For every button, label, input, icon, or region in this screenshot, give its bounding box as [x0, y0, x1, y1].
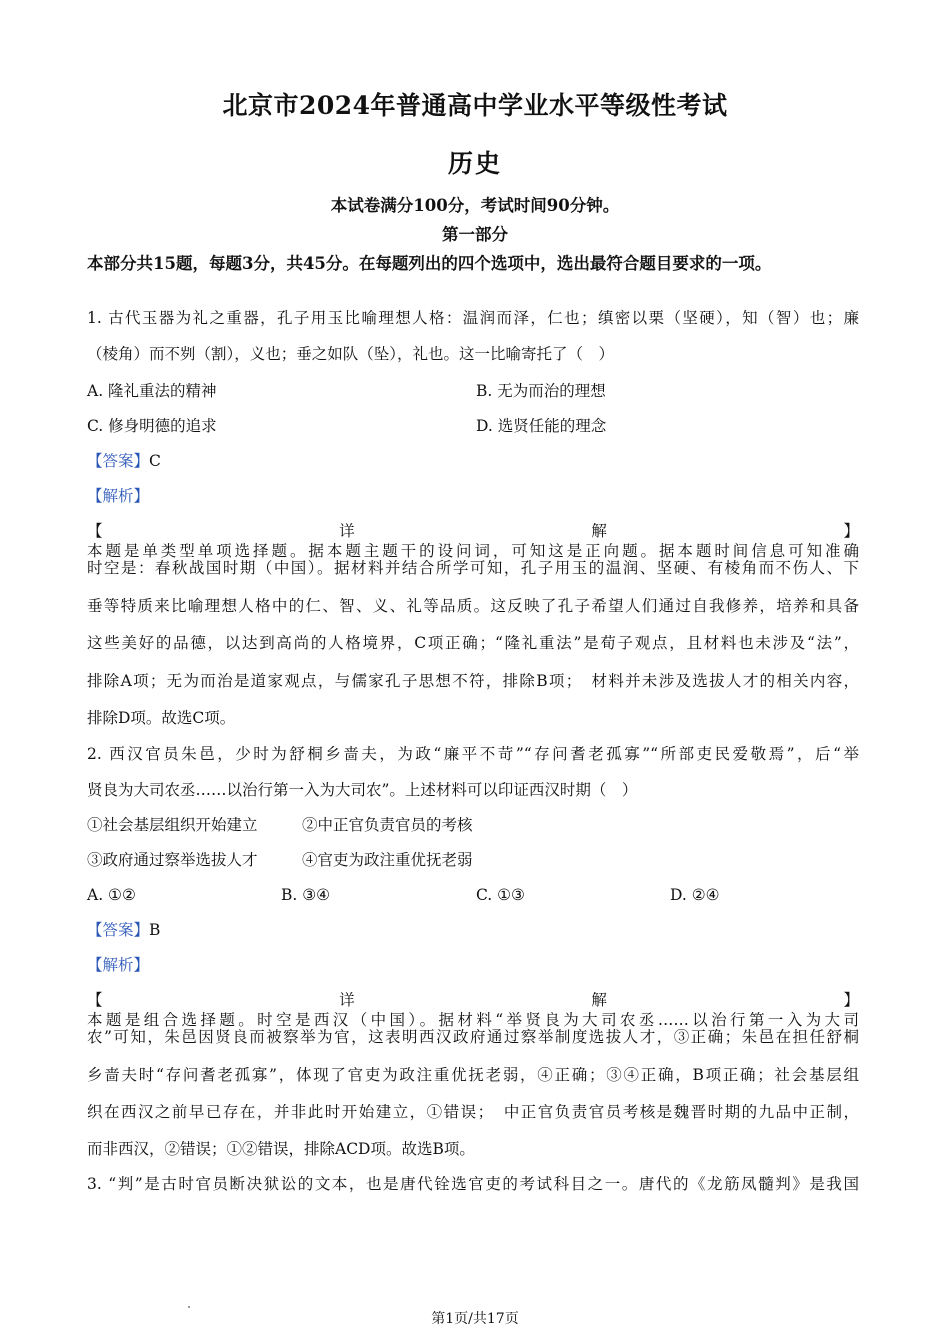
answer-tag: 【答案】: [87, 452, 150, 470]
part-intro: 本部分共15题，每题3分，共45分。在每题列出的四个选项中，选出最符合题目要求的一项。: [87, 254, 772, 273]
q1-option-b: B. 无为而治的理想: [476, 382, 606, 400]
subject-title: 历史: [447, 149, 502, 178]
q2-option-b: B. ③④: [281, 886, 331, 904]
q1-detail-line: 时空是：春秋战国时期（中国）。据材料并结合所学可知，孔子用玉的温润、坚硬、有棱角而不伤人、下: [87, 559, 859, 577]
q2-option-c: C. ①③: [476, 886, 525, 904]
q1-option-a: A. 隆礼重法的精神: [87, 382, 217, 400]
q1-detail-line: 排除D项。故选C项。: [87, 709, 236, 727]
detail-tag: 【详解】: [87, 522, 859, 540]
q2-answer: [87, 920, 160, 940]
exam-title: 北京市2024年普通高中学业水平等级性考试: [222, 91, 728, 120]
q1-stem-line: 1. 古代玉器为礼之重器，孔子用玉比喻理想人格：温润而泽，仁也；缜密以栗（坚硬），知（智）也；廉: [87, 309, 859, 327]
q2-detail-line: 而非西汉，②错误；①②错误，排除ACD项。故选B项。: [87, 1140, 475, 1158]
q2-statement-2: ②中正官负责官员的考核: [302, 816, 473, 834]
q1-stem-line: （棱角）而不刿（割），义也；垂之如队（坠），礼也。这一比喻寄托了（ ）: [87, 345, 615, 363]
page-footer: 第1页/共17页: [431, 1311, 519, 1327]
answer-tag: 【答案】: [87, 921, 150, 939]
q1-detail-line: 这些美好的品德，以达到高尚的人格境界，C项正确；“隆礼重法”是荀子观点，且材料也未涉及“法”，: [87, 634, 859, 652]
exam-info: 本试卷满分100分，考试时间90分钟。: [330, 196, 620, 215]
q1-option-c: C. 修身明德的追求: [87, 417, 217, 435]
q2-statement-4: ④官吏为政注重优抚老弱: [302, 851, 473, 869]
q1-detail-line: 【详解】 本题是单类型单项选择题。据本题主题干的设问词，可知这是正向题。据本题时间信息可知准确: [87, 522, 859, 560]
q1-answer: [87, 451, 161, 471]
q2-option-d: D. ②④: [670, 886, 720, 904]
q1-option-d: D. 选贤任能的理念: [476, 417, 607, 435]
q2-analysis-tag: 【解析】: [87, 956, 150, 974]
q2-detail-line: 乡啬夫时“存问耆老孤寡”，体现了官吏为政注重优抚老弱，④正确；③④正确，B项正确；社会基层组: [87, 1066, 859, 1084]
part-heading: 第一部分: [442, 225, 508, 244]
q2-detail-line: 织在西汉之前早已存在，并非此时开始建立，①错误； 中正官负责官员考核是魏晋时期的九品中正制，: [87, 1103, 859, 1121]
q2-statement-3: ③政府通过察举选拔人才: [87, 851, 258, 869]
q2-option-a: A. ①②: [87, 886, 136, 904]
answer-value: C: [149, 452, 161, 470]
answer-value: B: [149, 921, 161, 939]
q2-stem-line: 2. 西汉官员朱邑，少时为舒桐乡啬夫，为政“廉平不苛”“存问耆老孤寡”“所部吏民爱敬焉”，后“举: [87, 745, 859, 763]
q2-detail-line: 【详解】 本题是组合选择题。时空是西汉（中国）。据材料“举贤良为大司农丞……以治行第一入为大司: [87, 991, 859, 1029]
q1-detail-line: 垂等特质来比喻理想人格中的仁、智、义、礼等品质。这反映了孔子希望人们通过自我修养，培养和具备: [87, 597, 859, 615]
detail-tag: 【详解】: [87, 991, 859, 1009]
q2-detail-line: 农”可知，朱邑因贤良而被察举为官，这表明西汉政府通过察举制度选拔人才，③正确；朱邑在担任舒桐: [87, 1028, 859, 1046]
q2-statement-1: ①社会基层组织开始建立: [87, 816, 258, 834]
q3-stem-line: 3. “判”是古时官员断决狱讼的文本，也是唐代铨选官吏的考试科目之一。唐代的《龙筋凤髓判》是我国: [87, 1175, 859, 1193]
q2-stem-line: 贤良为大司农丞……以治行第一入为大司农”。上述材料可以印证西汉时期（ ）: [87, 781, 638, 799]
q1-analysis-tag: 【解析】: [87, 487, 150, 505]
q1-detail-line: 排除A项；无为而治是道家观点，与儒家孔子思想不符，排除B项； 材料并未涉及选拔人才的相关内容，: [87, 672, 859, 690]
